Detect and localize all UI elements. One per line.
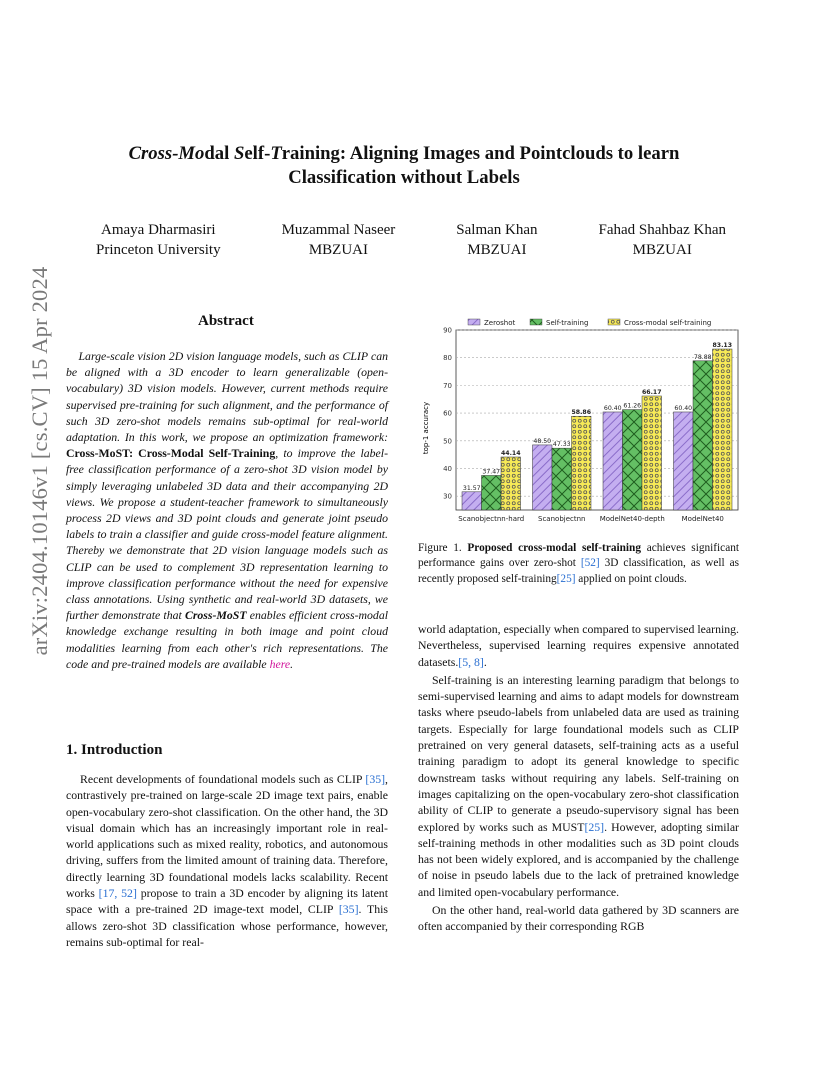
title-line-2: Classification without Labels <box>288 167 520 188</box>
y-tick-label: 40 <box>443 464 452 473</box>
bar-value-label: 61.26 <box>623 402 642 410</box>
intro-right-column: world adaptation, especially when compared to supervised learning. Nevertheless, supervised learning requires expensive annotated datasets.[5, 8]. Self-training is an interesting learning paradigm that belongs to semi-supervised learning and aims to adapt models for downstream tasks where pseudo-labels from unlabeled data are used as training targets. Especially for large foundational models such as CLIP pretrained on very general datasets, self-training acts as a useful training paradigm to adopt its general knowledge to specific downstream tasks without requiring any labels. Self-training on images capitalizing on the open-vocabulary zero-shot classification ability of CLIP to generate a pseudo-supervisory signal has been explored by works such as MUST[25]. However, adopting similar self-training methods in other modalities such as 3D point clouds has not been widely explored, and is accompanied by the challenge of noise in pseudo labels due to the lack of pretrained knowledge and limited open-vocabulary performance. On the other hand, real-world data gathered by 3D scanners are often accompanied by their corresponding RGB <box>418 622 739 934</box>
bar-value-label: 58.86 <box>571 409 592 417</box>
bar <box>533 445 553 510</box>
bar-value-label: 60.40 <box>674 404 693 412</box>
bar <box>482 475 502 510</box>
y-tick-label: 90 <box>443 326 452 335</box>
bar-value-label: 60.40 <box>603 404 622 412</box>
arxiv-identifier: arXiv:2404.10146v1 [cs.CV] 15 Apr 2024 <box>27 266 52 656</box>
abstract-heading: Abstract <box>198 313 254 329</box>
paper-title <box>70 142 738 190</box>
x-tick-label: Scanobjectnn-hard <box>458 515 525 523</box>
bar <box>603 412 623 510</box>
title-line-1: Cross-Modal Self-Training: Aligning Images and Pointclouds to learn <box>128 143 680 164</box>
bar-value-label: 31.57 <box>462 484 481 492</box>
author: Salman Khan MBZUAI <box>456 222 538 258</box>
x-tick-label: Scanobjectnn <box>538 515 586 523</box>
citation-link[interactable]: [52] <box>580 557 600 570</box>
y-tick-label: 70 <box>443 381 452 390</box>
code-link[interactable]: here <box>269 656 291 671</box>
bar <box>572 416 592 510</box>
legend-label: Self-training <box>546 319 589 327</box>
author: Amaya Dharmasiri Princeton University <box>96 222 221 258</box>
x-tick-label: ModelNet40 <box>681 515 724 523</box>
y-axis-label: top-1 accuracy <box>422 401 430 455</box>
bar <box>501 457 521 510</box>
bar <box>693 361 713 510</box>
bar <box>713 349 733 510</box>
author: Fahad Shahbaz Khan MBZUAI <box>598 222 726 258</box>
y-tick-label: 30 <box>443 492 452 501</box>
bar <box>462 492 482 510</box>
legend-label: Cross-modal self-training <box>624 319 712 327</box>
legend-label: Zeroshot <box>484 319 516 327</box>
bar-value-label: 83.13 <box>712 342 733 350</box>
y-tick-label: 80 <box>443 354 452 363</box>
figure-caption: Figure 1. Proposed cross-modal self-training achieves significant performance gains over zero-shot [52] 3D classification, as well as recently proposed self-training[25] applied on point clouds. <box>418 542 740 585</box>
chart-legend <box>468 319 711 327</box>
legend-swatch <box>468 319 480 325</box>
bar-value-label: 78.88 <box>693 353 712 361</box>
citation-link[interactable]: [25] <box>584 819 605 834</box>
author: Muzammal Naseer MBZUAI <box>281 222 396 258</box>
citation-link[interactable]: [5, 8] <box>458 654 484 669</box>
bar-value-label: 37.47 <box>482 468 501 476</box>
bar-value-label: 47.33 <box>552 441 571 449</box>
bar <box>642 396 662 510</box>
bar <box>674 412 694 510</box>
bar-value-label: 48.50 <box>533 437 552 445</box>
bar <box>623 410 643 510</box>
legend-swatch <box>530 319 542 325</box>
results-bar-chart <box>412 308 742 528</box>
x-tick-label: ModelNet40-depth <box>599 515 665 523</box>
citation-link[interactable]: [17, 52] <box>98 886 137 901</box>
bar <box>552 448 572 510</box>
y-tick-label: 50 <box>443 437 452 446</box>
bar-value-label: 66.17 <box>641 388 662 396</box>
abstract-body: Large-scale vision 2D vision language models, such as CLIP can be aligned with a 3D encoder to learn generalizable (open-vocabulary) 3D vision models. However, current methods require supervised pre-training for such alignment, and the performance of such 3D zero-shot models remains sub-optimal for real-world adaptation. In this work, we propose an optimization framework: Cross-MoST: Cross-Modal Self-Training, to improve the label-free classification performance of a zero-shot 3D vision model by simply leveraging unlabeled 3D data and their accompanying 2D views. We propose a student-teacher framework to simultaneously process 2D views and 3D point clouds and generate joint pseudo labels to train a classifier and guide cross-model feature alignment. Thereby we demonstrate that 2D vision language models such as CLIP can be used to complement 3D representation learning to improve classification performance without the need for expensive class annotations. Using synthetic and real-world 3D datasets, we further demonstrate that Cross-MoST enables efficient cross-modal knowledge exchange resulting in both image and point cloud modalities learning from each other's rich representations. The code and pre-trained models are available here. <box>66 349 389 671</box>
citation-link[interactable]: [35] <box>338 902 359 917</box>
legend-swatch <box>608 319 620 325</box>
intro-heading: 1. Introduction <box>66 742 163 758</box>
intro-left-column: Recent developments of foundational models such as CLIP [35], contrastively pre-trained on large-scale 2D image text pairs, enable open-vocabulary zero-shot classification. On the other hand, the 3D visual domain which has an increasingly important role in real-world applications such as mixed reality, robotics, and autonomous driving, suffers from the limited amount of training data. Therefore, directly learning 3D foundational models lacks scalability. Recent works [17, 52] propose to train a 3D encoder by aligning its latent space with a pre-trained 2D image-text model, CLIP [35]. This allows zero-shot 3D classification whose performance, however, remains sub-optimal for real- <box>66 772 388 949</box>
citation-link[interactable]: [25] <box>556 572 576 585</box>
citation-link[interactable]: [35] <box>365 772 386 786</box>
author-list <box>96 220 726 260</box>
bar-value-label: 44.14 <box>500 449 521 457</box>
y-tick-label: 60 <box>443 409 452 418</box>
